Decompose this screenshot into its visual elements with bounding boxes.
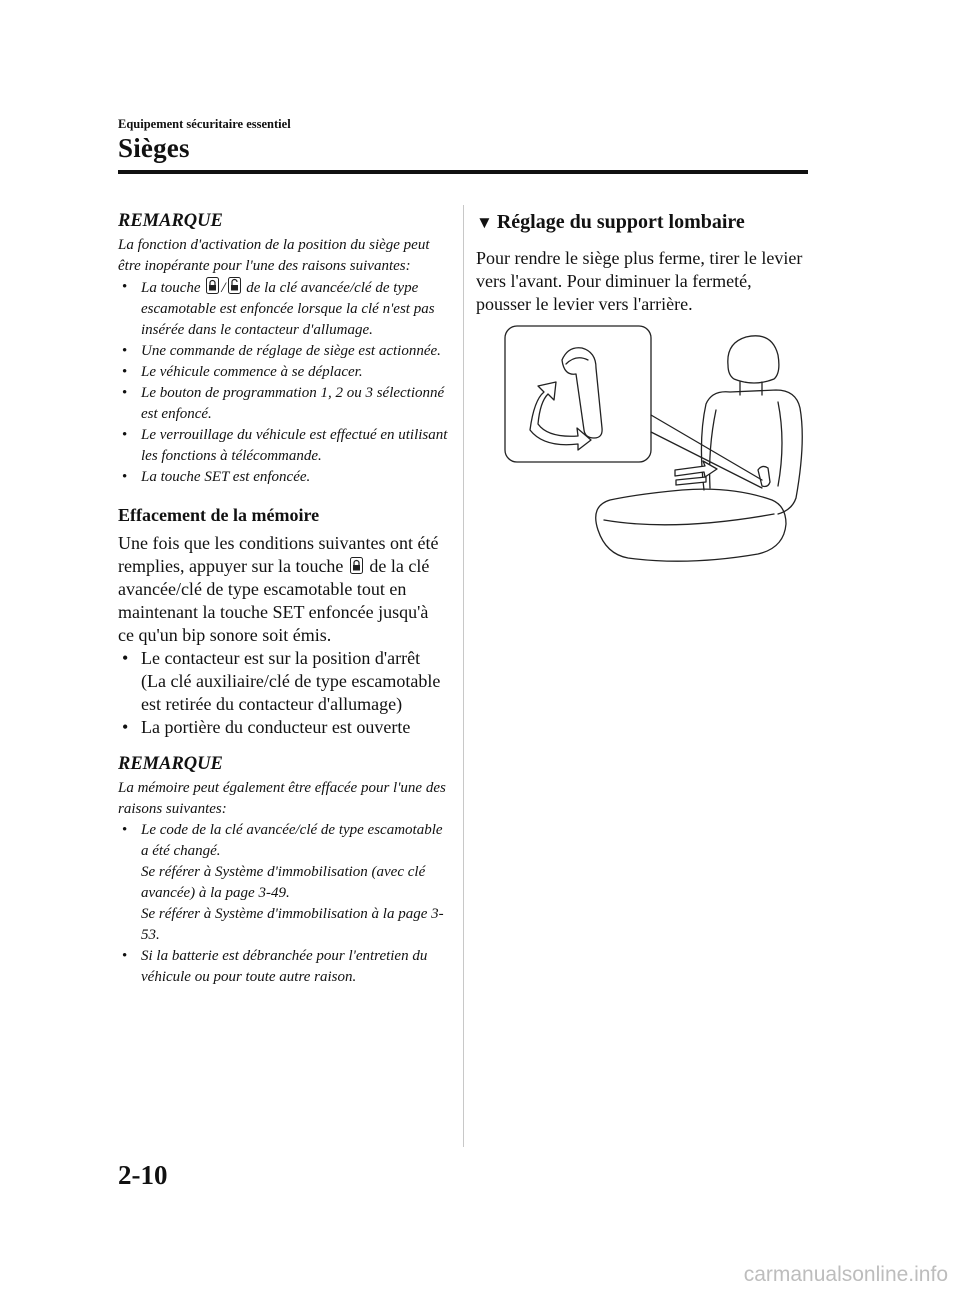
list-item bbox=[118, 820, 448, 946]
lumbar-heading bbox=[476, 210, 806, 235]
note-intro: La fonction d'activation de la position du siège peut être inopérante pour l'une des raisons suivantes: bbox=[118, 237, 430, 274]
list-item: • Le véhicule commence à se déplacer. bbox=[118, 362, 448, 383]
note-block-1 bbox=[118, 210, 448, 488]
page-reference: Se référer à Système d'immobilisation (avec clé avancée) à la page 3-49. bbox=[141, 864, 426, 901]
note-intro: La mémoire peut également être effacée pour l'une des raisons suivantes: bbox=[118, 780, 446, 817]
triangle-marker-icon: ▼ bbox=[476, 213, 493, 232]
list-item: • Le contacteur est sur la position d'arrêt (La clé auxiliaire/clé de type escamotable est retirée du contacteur d'allumage) bbox=[118, 647, 448, 716]
list-item: • Une commande de réglage de siège est actionnée. bbox=[118, 341, 448, 362]
page-reference: Se référer à Système d'immobilisation à la page 3-53. bbox=[141, 906, 444, 943]
list-item: • La portière du conducteur est ouverte bbox=[118, 716, 448, 739]
list-item bbox=[118, 277, 448, 341]
column-divider bbox=[463, 205, 464, 1147]
heading-rule bbox=[118, 170, 808, 174]
list-item-text: de la clé avancée/clé de type escamotable est enfoncée lorsque la clé n'est pas insérée dans le contacteur d'allumage. bbox=[141, 280, 435, 338]
page-heading: Sièges bbox=[118, 133, 190, 163]
note-list bbox=[118, 277, 448, 488]
section-label: Equipement sécuritaire essentiel bbox=[118, 117, 291, 131]
lock-icon bbox=[350, 557, 363, 574]
memory-heading: Effacement de la mémoire bbox=[118, 505, 320, 525]
list-item: • Le bouton de programmation 1, 2 ou 3 sélectionné est enfoncé. bbox=[118, 383, 448, 425]
lumbar-support-illustration bbox=[500, 320, 810, 570]
note-list bbox=[118, 820, 448, 988]
watermark: carmanualsonline.info bbox=[743, 1263, 948, 1286]
list-item-text: • Le code de la clé avancée/clé de type escamotable a été changé. bbox=[141, 822, 443, 859]
condition-list bbox=[118, 647, 448, 739]
note-block-2 bbox=[118, 753, 448, 988]
left-column bbox=[118, 210, 448, 988]
lumbar-paragraph: Pour rendre le siège plus ferme, tirer le levier vers l'avant. Pour diminuer la fermeté, pousser le levier vers l'arrière. bbox=[476, 248, 803, 314]
memory-paragraph bbox=[118, 532, 448, 647]
paragraph-text: de la clé avancée/clé de type escamotable tout en maintenant la touche SET enfoncée jusqu'à ce qu'un bip sonore soit émis. bbox=[118, 556, 430, 645]
note-title: REMARQUE bbox=[118, 754, 223, 774]
unlock-icon bbox=[228, 277, 241, 294]
lock-icon bbox=[206, 277, 219, 294]
lumbar-heading-text: Réglage du support lombaire bbox=[496, 211, 745, 233]
list-item: • La touche SET est enfoncée. bbox=[118, 467, 448, 488]
list-item: • Si la batterie est débranchée pour l'entretien du véhicule ou pour toute autre raison. bbox=[118, 946, 448, 988]
list-item: • Le verrouillage du véhicule est effectué en utilisant les fonctions à télécommande. bbox=[118, 425, 448, 467]
note-title: REMARQUE bbox=[118, 211, 223, 231]
paragraph-text: Une fois que les conditions suivantes ont été remplies, appuyer sur la touche bbox=[118, 533, 439, 576]
memory-section bbox=[118, 504, 448, 739]
list-item-text: La touche bbox=[141, 280, 201, 296]
right-column bbox=[476, 210, 806, 316]
separator: / bbox=[221, 280, 226, 296]
page-number: 2-10 bbox=[118, 1160, 168, 1190]
